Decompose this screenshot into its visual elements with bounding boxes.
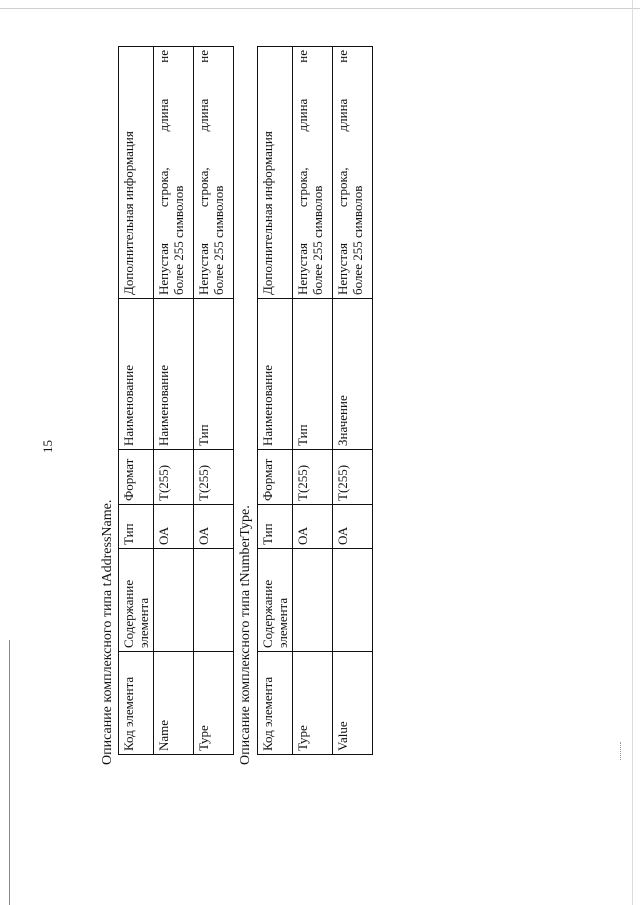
- info-cell: [293, 47, 333, 299]
- address-name-table: [118, 46, 234, 755]
- info-word: не: [196, 50, 211, 63]
- code-cell: Value: [333, 652, 373, 755]
- format-cell: T(255): [333, 450, 373, 505]
- info-word: не: [295, 50, 310, 63]
- info-line-2: более 255 символов: [211, 185, 226, 295]
- info-cell: [154, 47, 194, 299]
- rotated-page-content: [40, 50, 370, 765]
- info-line-2: более 255 символов: [350, 185, 365, 295]
- info-word: длина: [196, 98, 211, 132]
- header-cell: Формат: [258, 450, 293, 505]
- info-word: Непустая: [295, 243, 310, 295]
- table-row: [293, 47, 333, 755]
- format-cell: T(255): [293, 450, 333, 505]
- table-header-row: [119, 47, 154, 755]
- info-word: Непустая: [196, 243, 211, 295]
- header-cell: Дополнительная информация: [119, 47, 154, 299]
- header-cell: Код элемента: [258, 652, 293, 755]
- name-cell: Наименование: [154, 299, 194, 450]
- scan-top-edge: [0, 8, 640, 9]
- type-cell: ОА: [333, 505, 373, 549]
- type-cell: ОА: [293, 505, 333, 549]
- table-row: [154, 47, 194, 755]
- info-word: не: [156, 50, 171, 63]
- code-cell: Type: [194, 652, 234, 755]
- info-word: не: [335, 50, 350, 63]
- header-cell: Содержание элемента: [119, 549, 154, 652]
- content-cell: [293, 549, 333, 652]
- info-cell: [333, 47, 373, 299]
- info-word: строка,: [295, 167, 310, 208]
- info-word: длина: [295, 98, 310, 132]
- info-word: строка,: [156, 167, 171, 208]
- header-cell: Дополнительная информация: [258, 47, 293, 299]
- info-line-1: [156, 50, 171, 295]
- content-cell: [194, 549, 234, 652]
- header-cell: Код элемента: [119, 652, 154, 755]
- table-caption: Описание комплексного типа tNumberType.: [238, 505, 253, 765]
- page-number: 15: [40, 440, 55, 453]
- format-cell: T(255): [194, 450, 234, 505]
- format-cell: T(255): [154, 450, 194, 505]
- info-line-1: [196, 50, 211, 295]
- code-cell: Type: [293, 652, 333, 755]
- name-cell: Тип: [194, 299, 234, 450]
- info-word: Непустая: [156, 243, 171, 295]
- scan-right-edge: [632, 0, 633, 905]
- info-word: длина: [335, 98, 350, 132]
- info-line-2: более 255 символов: [310, 185, 325, 295]
- table-row: [333, 47, 373, 755]
- info-word: строка,: [335, 167, 350, 208]
- info-word: Непустая: [335, 243, 350, 295]
- header-cell: Тип: [119, 505, 154, 549]
- scan-artifact: [620, 742, 623, 760]
- info-line-1: [295, 50, 310, 295]
- type-cell: ОА: [194, 505, 234, 549]
- number-type-table: [257, 46, 373, 755]
- info-line-1: [335, 50, 350, 295]
- header-cell: Формат: [119, 450, 154, 505]
- content-cell: [154, 549, 194, 652]
- table-header-row: [258, 47, 293, 755]
- table-caption: Описание комплексного типа tAddressName.: [100, 499, 115, 765]
- name-cell: Тип: [293, 299, 333, 450]
- header-cell: Тип: [258, 505, 293, 549]
- header-cell: Содержание элемента: [258, 549, 293, 652]
- type-cell: ОА: [154, 505, 194, 549]
- name-cell: Значение: [333, 299, 373, 450]
- table-row: [194, 47, 234, 755]
- header-cell: Наименование: [119, 299, 154, 450]
- content-cell: [333, 549, 373, 652]
- info-line-2: более 255 символов: [171, 185, 186, 295]
- info-cell: [194, 47, 234, 299]
- code-cell: Name: [154, 652, 194, 755]
- scan-left-edge: [9, 640, 10, 905]
- header-cell: Наименование: [258, 299, 293, 450]
- info-word: строка,: [196, 167, 211, 208]
- info-word: длина: [156, 98, 171, 132]
